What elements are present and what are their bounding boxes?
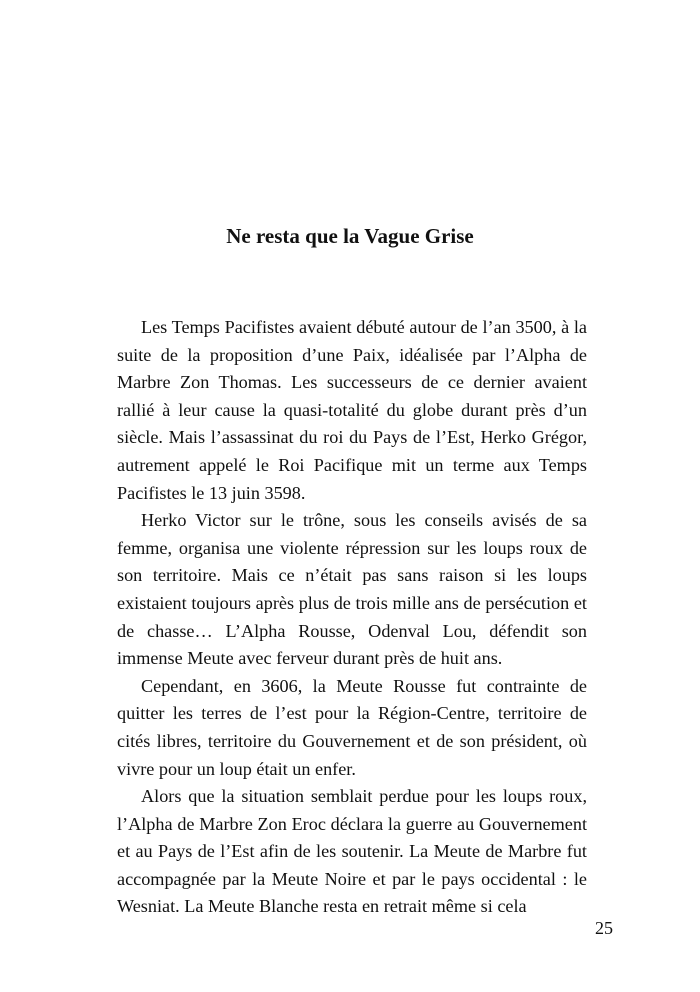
paragraph: Alors que la situation semblait perdue pour les loups roux, l’Alpha de Marbre Zon Eroc déclara la guerre au Gouvernement et au Pays de l’Est afin de les soutenir. La Meute de Marbre fut accompagnée par la Meute Noire et par le pays occidental : le Wesniat. La Meute Blanche resta en retrait même si cela — [117, 786, 587, 917]
paragraph: Les Temps Pacifistes avaient débuté autour de l’an 3500, à la suite de la proposition d’une Paix, idéalisée par l’Alpha de Marbre Zon Thomas. Les successeurs de ce dernier avaient rallié à leur cause la quasi-totalité du globe durant près d’un siècle. Mais l’assassinat du roi du Pays de l’Est, Herko Grégor, autrement appelé le Roi Pacifique mit un terme aux Temps Pacifistes le 13 juin 3598. — [117, 317, 587, 503]
paragraph: Herko Victor sur le trône, sous les conseils avisés de sa femme, organisa une violente répression sur les loups roux de son territoire. Mais ce n’était pas sans raison si les loups existaient toujours après plus de trois mille ans de persécution et de chasse… L’Alpha Rousse, Odenval Lou, défendit son immense Meute avec ferveur durant près de huit ans. — [117, 510, 587, 669]
chapter-title: Ne resta que la Vague Grise — [226, 224, 474, 249]
page-number: 25 — [595, 918, 613, 938]
paragraph: Cependant, en 3606, la Meute Rousse fut contrainte de quitter les terres de l’est pour la Région-Centre, territoire de cités libres, territoire du Gouvernement et de son président, où vivre pour un loup était un enfer. — [117, 675, 587, 779]
body-text — [117, 314, 587, 921]
